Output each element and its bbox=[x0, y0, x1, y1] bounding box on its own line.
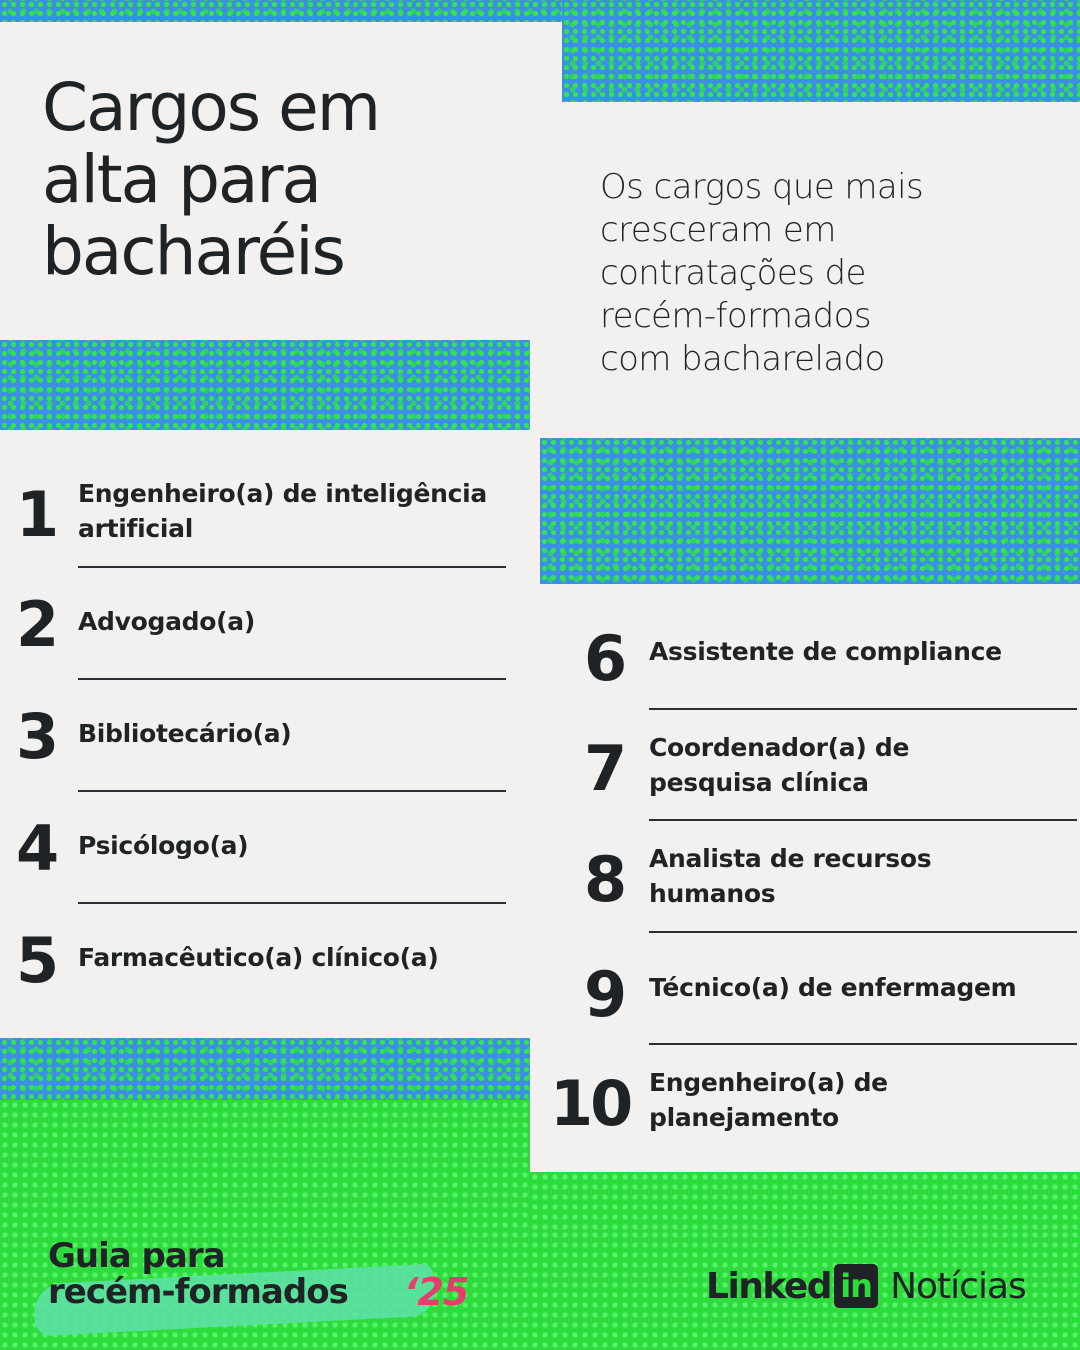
guide-logo bbox=[48, 1236, 469, 1314]
rank-number: 3 bbox=[16, 700, 57, 773]
rank-label bbox=[649, 730, 1069, 800]
rank-number: 7 bbox=[584, 732, 625, 805]
rank-label-line: Advogado(a) bbox=[78, 607, 255, 636]
rank-label-line: Psicólogo(a) bbox=[78, 831, 249, 860]
rank-label-line: Assistente de compliance bbox=[649, 637, 1002, 666]
subtitle-line: cresceram em bbox=[600, 210, 836, 250]
rank-label-line: Engenheiro(a) de inteligência bbox=[78, 479, 487, 508]
brand-news-text: Notícias bbox=[890, 1265, 1026, 1307]
rank-number: 6 bbox=[584, 622, 625, 695]
rank-label bbox=[649, 634, 1069, 669]
rank-label-line: humanos bbox=[649, 879, 776, 908]
rank-number: 8 bbox=[584, 843, 625, 916]
rank-label-line: Analista de recursos bbox=[649, 844, 932, 873]
linkedin-in-icon: in bbox=[834, 1264, 878, 1308]
brand-linked-text: Linked bbox=[706, 1265, 832, 1307]
divider bbox=[78, 566, 506, 568]
rank-number: 4 bbox=[16, 812, 57, 885]
rank-label-line: Bibliotecário(a) bbox=[78, 719, 292, 748]
guide-year: ‘25 bbox=[404, 1270, 469, 1314]
divider bbox=[649, 931, 1077, 933]
divider bbox=[78, 902, 506, 904]
right-green-strip bbox=[530, 1172, 1080, 1232]
rank-label-line: Engenheiro(a) de bbox=[649, 1068, 888, 1097]
right-mid-pattern-block bbox=[540, 438, 1080, 584]
left-mid-pattern-block bbox=[0, 340, 530, 430]
rank-label-line: pesquisa clínica bbox=[649, 768, 869, 797]
divider bbox=[649, 708, 1077, 710]
subtitle-line: recém-formados bbox=[600, 296, 871, 336]
rank-number: 10 bbox=[550, 1067, 631, 1140]
rank-label bbox=[78, 940, 538, 975]
rank-label bbox=[78, 476, 518, 546]
rank-label-line: Coordenador(a) de bbox=[649, 733, 910, 762]
guide-line: recém-formados bbox=[48, 1272, 348, 1312]
divider bbox=[78, 678, 506, 680]
rank-label bbox=[78, 828, 518, 863]
rank-number: 2 bbox=[16, 588, 57, 661]
title-line: alta para bbox=[42, 141, 321, 218]
top-right-pattern-block bbox=[562, 0, 1080, 102]
linkedin-news-logo bbox=[706, 1264, 1026, 1308]
rank-label-line: planejamento bbox=[649, 1103, 839, 1132]
rank-label bbox=[649, 1065, 1069, 1135]
rank-number: 1 bbox=[16, 478, 57, 551]
rank-number: 9 bbox=[584, 958, 625, 1031]
title-line: bacharéis bbox=[42, 213, 344, 290]
divider bbox=[649, 1043, 1077, 1045]
rank-label-line: Técnico(a) de enfermagem bbox=[649, 973, 1017, 1002]
page-title bbox=[42, 69, 522, 290]
rank-number: 5 bbox=[16, 924, 57, 997]
rank-label-line: artificial bbox=[78, 514, 193, 543]
rank-label bbox=[78, 604, 518, 639]
rank-label bbox=[649, 970, 1069, 1005]
subtitle-line: contratações de bbox=[600, 253, 866, 293]
rank-label bbox=[649, 841, 1069, 911]
rank-label-line: Farmacêutico(a) clínico(a) bbox=[78, 943, 439, 972]
guide-line: Guia para bbox=[48, 1236, 225, 1276]
subtitle-line: com bacharelado bbox=[600, 339, 885, 379]
page-subtitle bbox=[600, 166, 1020, 381]
divider bbox=[649, 819, 1077, 821]
rank-label bbox=[78, 716, 518, 751]
subtitle-line: Os cargos que mais bbox=[600, 167, 924, 207]
title-line: Cargos em bbox=[42, 69, 380, 146]
divider bbox=[78, 790, 506, 792]
